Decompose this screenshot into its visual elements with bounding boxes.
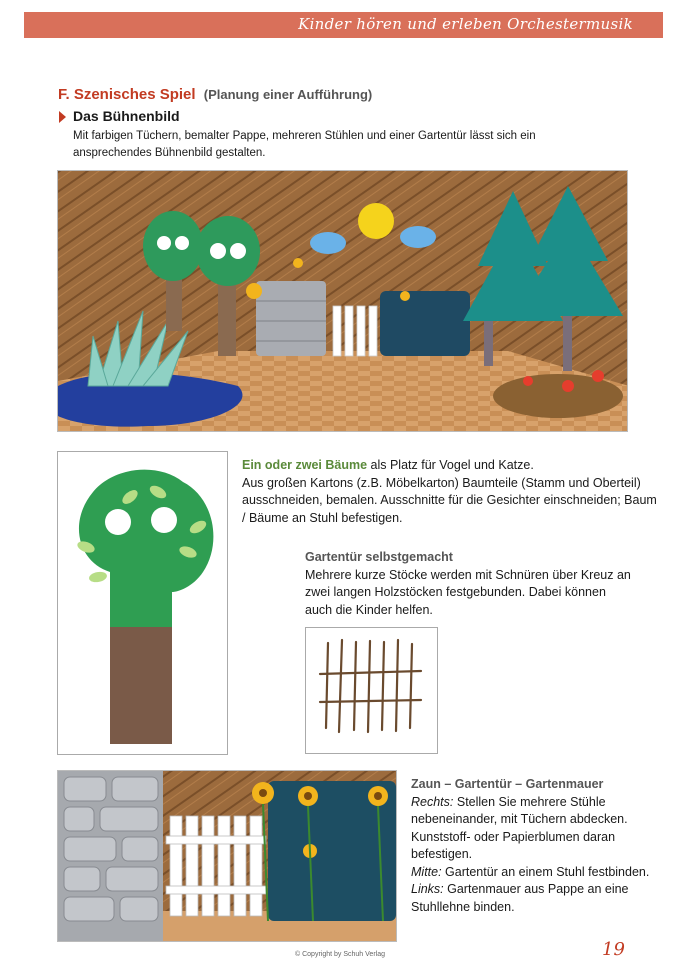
fence-middle-label: Mitte:	[411, 864, 442, 879]
fence-wall-photo	[57, 770, 397, 942]
fence-right-label: Rechts:	[411, 794, 454, 809]
section-title-text: F. Szenisches Spiel	[58, 86, 196, 103]
gate-paragraph	[305, 549, 635, 619]
copyright: © Copyright by Schuh Verlag	[295, 951, 385, 958]
trees-text-1: als Platz für Vogel und Katze.	[367, 458, 534, 472]
fence-paragraph	[411, 776, 651, 916]
gate-text: Mehrere kurze Stöcke werden mit Schnüren über Kreuz an zwei langen Holzstöcken festgebunden. Dabei können auch die Kinder helfen.	[305, 567, 631, 617]
header-bar	[24, 12, 663, 38]
trees-heading: Ein oder zwei Bäume	[242, 458, 368, 472]
fence-heading: Zaun – Gartentür – Gartenmauer	[411, 777, 604, 791]
subsection-title: Das Bühnenbild	[73, 108, 180, 124]
fence-right	[411, 794, 651, 864]
arrow-right-icon	[59, 111, 66, 123]
header-title: Kinder hören und erleben Orchestermusik	[298, 15, 633, 33]
fence-middle-text: Gartentür an einem Stuhl festbinden.	[441, 864, 650, 879]
fence-middle	[411, 864, 651, 882]
gate-heading: Gartentür selbstgemacht	[305, 550, 453, 564]
fence-left-text: Gartenmauer aus Pappe an eine Stuhllehne binden.	[411, 882, 629, 914]
trees-paragraph	[242, 457, 662, 527]
page-number: 19	[602, 939, 625, 960]
section-subtitle: (Planung einer Aufführung)	[203, 87, 373, 102]
garden-gate-photo	[305, 627, 438, 754]
fence-left-label: Links:	[411, 882, 444, 896]
fence-left	[411, 881, 651, 916]
fence-right-text: Stellen Sie mehrere Stühle nebeneinander, mit Tüchern abdecken. Kunststoff- oder Papierblumen daran befestigen.	[411, 794, 628, 861]
stage-photo	[57, 170, 628, 432]
subsection-intro: Mit farbigen Tüchern, bemalter Pappe, mehreren Stühlen und einer Gartentür lässt sich ein ansprechendes Bühnenbild gestalten.	[73, 130, 536, 159]
tree-cutout-photo	[57, 451, 228, 755]
trees-text-2: Aus großen Kartons (z.B. Möbelkarton) Baumteile (Stamm und Oberteil) ausschneiden, bemalen. Ausschnitte für die Gesichter einschneiden; Baum / Bäume an Stuhl befestigen.	[242, 475, 657, 525]
section-title	[58, 86, 372, 103]
